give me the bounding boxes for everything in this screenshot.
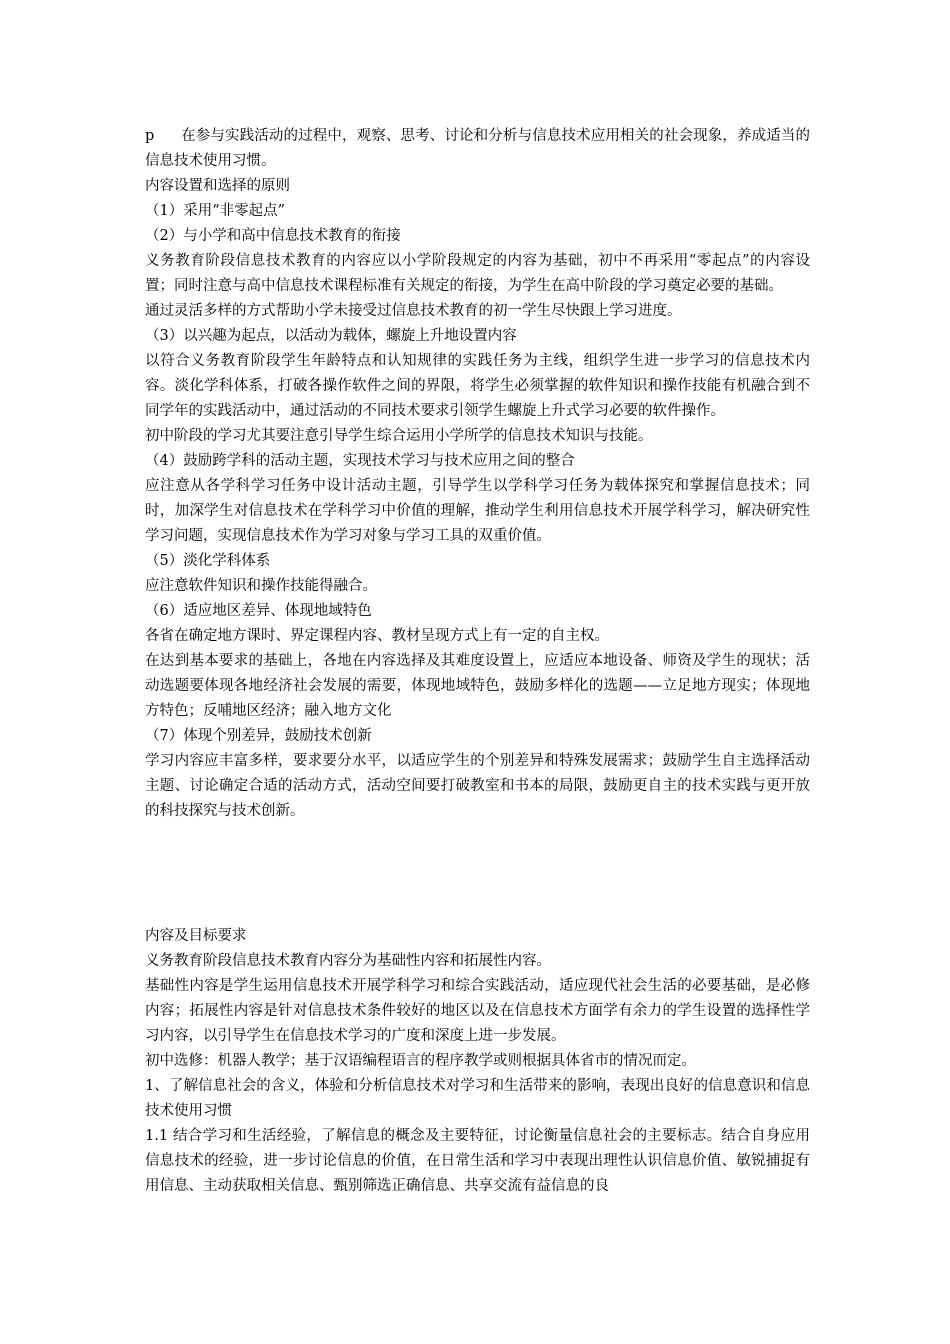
principle-4-body: 应注意从各学科学习任务中设计活动主题，引导学生以学科学习任务为载体探究和掌握信息技术；同时，加深学生对信息技术在学科学习中价值的理解，推动学生利用信息技术开展学科学习，解决研究性学习问题，实现信息技术作为学习对象与学习工具的双重价值。: [145, 478, 810, 544]
principle-5-heading: （5）淡化学科体系: [145, 553, 271, 569]
paragraph-marker: p: [145, 128, 155, 144]
goal-1-heading: 1、了解信息社会的含义，体验和分析信息技术对学习和生活带来的影响，表现出良好的信息意识和信息技术使用习惯: [145, 1078, 810, 1119]
principle-3-note: 初中阶段的学习尤其要注意引导学生综合运用小学所学的信息技术知识与技能。: [145, 428, 653, 444]
goal-1-1-body: 1.1 结合学习和生活经验，了解信息的概念及主要特征，讨论衡量信息社会的主要标志。结合自身应用信息技术的经验，进一步讨论信息的价值，在日常生活和学习中表现出理性认识信息价值、敏锐捕捉有用信息、主动获取相关信息、甄别筛选正确信息、共享交流有益信息的良: [145, 1128, 810, 1194]
principle-6-body: 各省在确定地方课时、界定课程内容、教材呈现方式上有一定的自主权。: [145, 628, 609, 644]
principle-2-note: 通过灵活多样的方式帮助小学未接受过信息技术教育的初一学生尽快跟上学习进度。: [145, 303, 682, 319]
principle-2-body: 义务教育阶段信息技术教育的内容应以小学阶段规定的内容为基础，初中不再采用“零起点”的内容设置；同时注意与高中信息技术课程标准有关规定的衔接，为学生在高中阶段的学习奠定必要的基础。: [145, 253, 810, 294]
principle-4-heading: （4）鼓励跨学科的活动主题，实现技术学习与技术应用之间的整合: [145, 453, 575, 469]
principle-6-heading: （6）适应地区差异、体现地域特色: [145, 603, 372, 619]
elective-note: 初中选修：机器人教学；基于汉语编程语言的程序教学或则根据具体省市的情况而定。: [145, 1053, 696, 1069]
content-overview: 义务教育阶段信息技术教育内容分为基础性内容和拓展性内容。: [145, 953, 551, 969]
document-page: [145, 124, 810, 1199]
principle-5-body: 应注意软件知识和操作技能得融合。: [145, 578, 377, 594]
section-heading-principles: 内容设置和选择的原则: [145, 178, 290, 194]
section-spacer: [145, 824, 810, 924]
principle-1-heading: （1）采用“非零起点”: [145, 203, 286, 219]
intro-text: 在参与实践活动的过程中，观察、思考、讨论和分析与信息技术应用相关的社会现象，养成适当的信息技术使用习惯。: [145, 128, 810, 169]
principle-6-detail: 在达到基本要求的基础上，各地在内容选择及其难度设置上，应适应本地设备、师资及学生的现状；活动选题要体现各地经济社会发展的需要，体现地域特色，鼓励多样化的选题——立足地方现实；体现地方特色；反哺地区经济；融入地方文化: [145, 653, 810, 719]
principle-2-heading: （2）与小学和高中信息技术教育的衔接: [145, 228, 401, 244]
principle-3-body: 以符合义务教育阶段学生年龄特点和认知规律的实践任务为主线，组织学生进一步学习的信息技术内容。淡化学科体系，打破各操作软件之间的界限，将学生必须掌握的软件知识和操作技能有机融合到不同学年的实践活动中，通过活动的不同技术要求引领学生螺旋上升式学习必要的软件操作。: [145, 353, 810, 419]
content-definition: 基础性内容是学生运用信息技术开展学科学习和综合实践活动，适应现代社会生活的必要基础，是必修内容；拓展性内容是针对信息技术条件较好的地区以及在信息技术方面学有余力的学生设置的选择性学习内容，以引导学生在信息技术学习的广度和深度上进一步发展。: [145, 978, 810, 1044]
intro-paragraph: [145, 124, 810, 174]
principle-3-heading: （3）以兴趣为起点，以活动为载体，螺旋上升地设置内容: [145, 328, 517, 344]
principle-7-body: 学习内容应丰富多样，要求要分水平，以适应学生的个别差异和特殊发展需求；鼓励学生自主选择活动主题、讨论确定合适的活动方式，活动空间要打破教室和书本的局限，鼓励更自主的技术实践与更开放的科技探究与技术创新。: [145, 753, 810, 819]
section-heading-content-goals: 内容及目标要求: [145, 928, 247, 944]
principle-7-heading: （7）体现个别差异，鼓励技术创新: [145, 728, 372, 744]
